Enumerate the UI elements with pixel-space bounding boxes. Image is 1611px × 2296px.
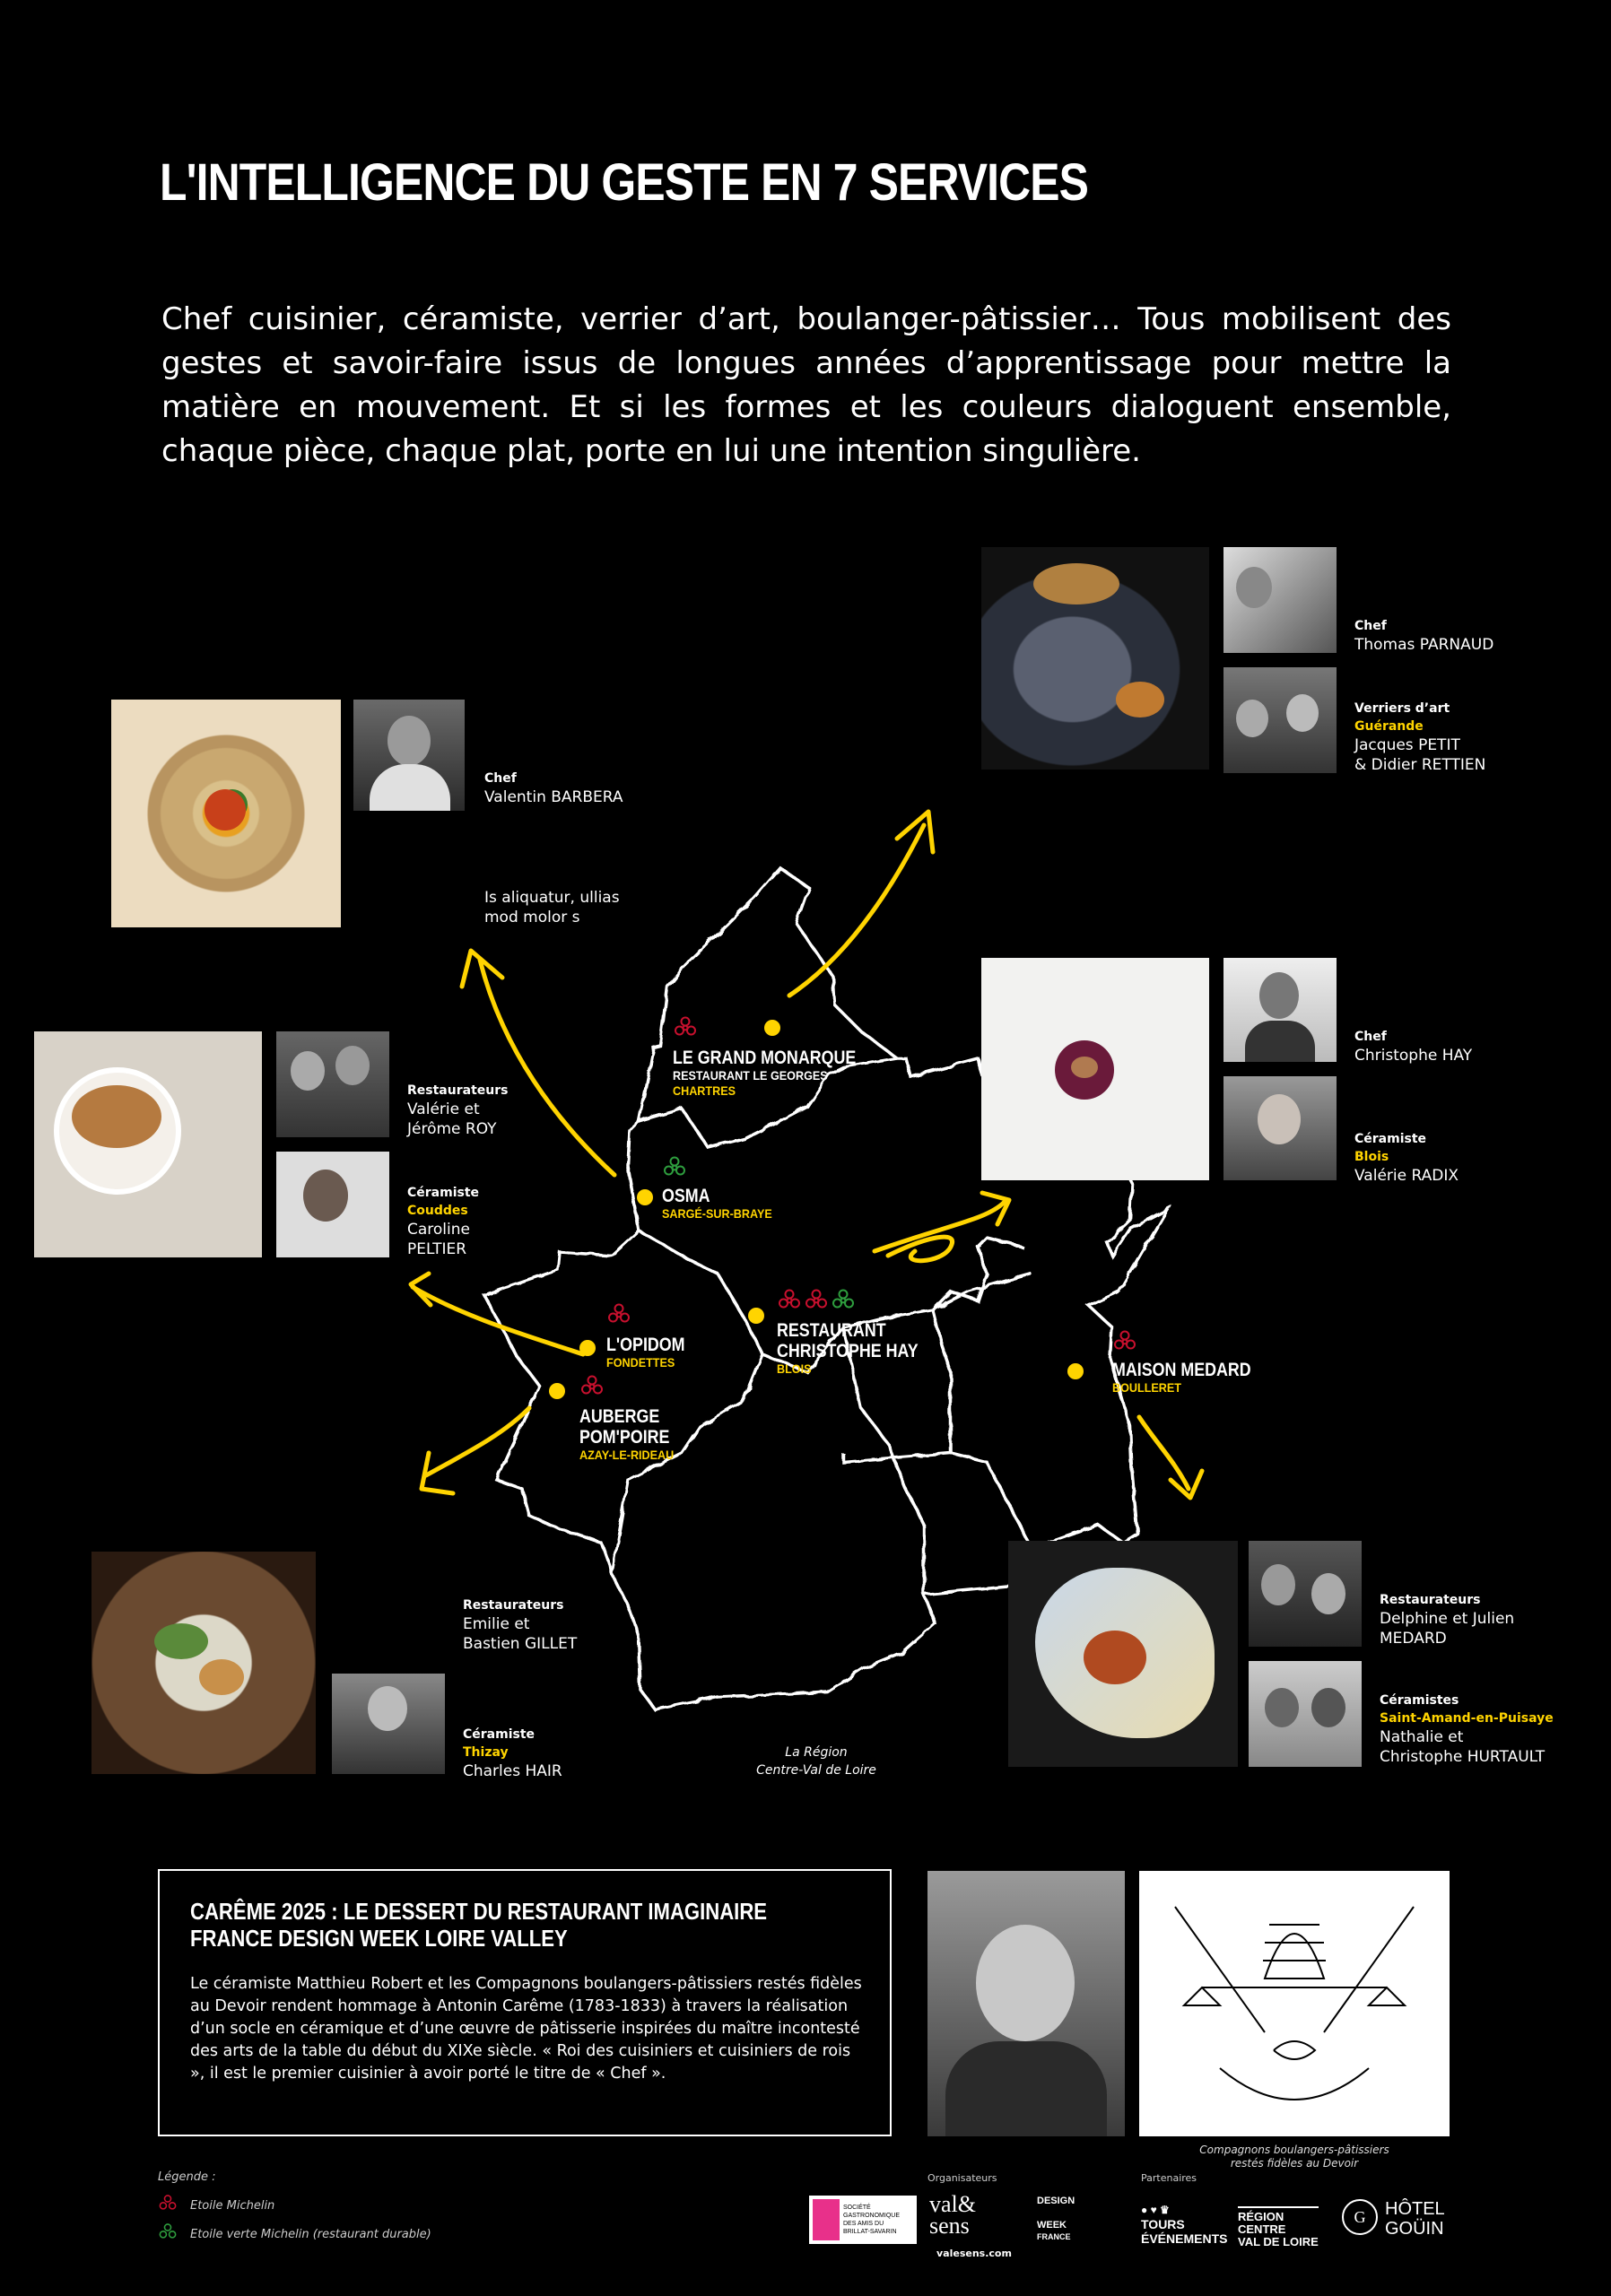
location-osma: OSMA SARGÉ-SUR-BRAYE bbox=[662, 1186, 772, 1221]
portrait-medard bbox=[1249, 1541, 1362, 1647]
logo-region-centre: RÉGION CENTRE VAL DE LOIRE bbox=[1238, 2206, 1319, 2248]
logo-france-design-week: DESIGN WEEK FRANCE bbox=[1037, 2196, 1075, 2241]
caption-verriers: Verriers d’art Guérande Jacques PETIT & Didier RETTIEN bbox=[1354, 701, 1486, 774]
michelin-star-icon bbox=[158, 2194, 178, 2213]
portrait-verriers bbox=[1223, 667, 1337, 773]
location-maison-medard: MAISON MEDARD BOULLERET bbox=[1112, 1360, 1251, 1395]
careme-info-box bbox=[158, 1869, 892, 2136]
location-pompoire: AUBERGE POM'POIRE AZAY-LE-RIDEAU bbox=[579, 1406, 675, 1462]
portrait-roy bbox=[276, 1031, 389, 1137]
caption-peltier: Céramiste Couddes Caroline PELTIER bbox=[407, 1186, 480, 1258]
location-dot bbox=[579, 1340, 596, 1356]
logo-tours-evenements: ● ♥ ♛ TOURS ÉVÉNEMENTS bbox=[1141, 2204, 1228, 2246]
dish-photo-gillet bbox=[91, 1552, 316, 1774]
box-text: Le céramiste Matthieu Robert et les Compagnons boulangers-pâtissiers restés fidèles au Devoir rendent hommage à Antonin Carême (1783-1833) à travers la réalisation d’un socle en céramique et d’une œuvre de pâtisserie inspirées du maître incontesté des arts de la table du début du XIXe siècle. « Roi des cuisiniers et cuisiniers de rois », il est le premier cuisinier à avoir porté le titre de « Chef ». bbox=[190, 1975, 862, 2083]
caption-medard: Restaurateurs Delphine et Julien MEDARD bbox=[1380, 1593, 1515, 1648]
green-michelin-star-icon bbox=[662, 1155, 687, 1180]
legend-title: Légende : bbox=[158, 2170, 216, 2184]
caption-parnaud: Chef Thomas PARNAUD bbox=[1354, 619, 1494, 654]
caption-barbera: Chef Valentin BARBERA bbox=[484, 771, 623, 806]
caption-hay: Chef Christophe HAY bbox=[1354, 1030, 1473, 1065]
location-grand-monarque: LE GRAND MONARQUE RESTAURANT LE GEORGES CHARTRES bbox=[673, 1048, 857, 1098]
compagnons-emblem bbox=[1139, 1871, 1450, 2136]
dish-photo-hay bbox=[981, 958, 1209, 1180]
logo-societe-gastronomique: SOCIÉTÉ GASTRONOMIQUE DES AMIS DU BRILLAT-SAVARIN bbox=[809, 2196, 917, 2244]
caption-hurtault: Céramistes Saint-Amand-en-Puisaye Nathalie et Christophe HURTAULT bbox=[1380, 1693, 1554, 1766]
portrait-peltier bbox=[276, 1152, 389, 1257]
dish-photo-roy bbox=[34, 1031, 262, 1257]
portrait-radix bbox=[1223, 1076, 1337, 1180]
caption-gillet: Restaurateurs Emilie et Bastien GILLET bbox=[463, 1598, 578, 1653]
page-title: L'INTELLIGENCE DU GESTE EN 7 SERVICES bbox=[160, 153, 1089, 212]
michelin-star-icon bbox=[1112, 1329, 1137, 1354]
box-heading: CARÊME 2025 : LE DESSERT DU RESTAURANT IMAGINAIRE FRANCE DESIGN WEEK LOIRE VALLEY bbox=[190, 1898, 768, 1952]
location-dot bbox=[764, 1020, 780, 1036]
partenaires-label: Partenaires bbox=[1141, 2172, 1197, 2184]
dish-photo-medard bbox=[1008, 1541, 1238, 1767]
location-dot bbox=[1067, 1363, 1084, 1379]
portrait-parnaud bbox=[1223, 547, 1337, 653]
website: valesens.com bbox=[936, 2248, 1012, 2259]
portrait-hay bbox=[1223, 958, 1337, 1062]
portrait-hurtault bbox=[1249, 1661, 1362, 1767]
organisateurs-label: Organisateurs bbox=[927, 2172, 997, 2184]
location-dot bbox=[549, 1383, 565, 1399]
michelin-star-icon bbox=[673, 1015, 698, 1040]
portrait-barbera bbox=[353, 700, 465, 811]
intro-paragraph: Chef cuisinier, céramiste, verrier d’art, boulanger-pâtissier… Tous mobilisent des gestes et savoir-faire issus de longues années d’apprentissage pour mettre la matière en mouvement. Et si les formes et les couleurs dialoguent ensemble, chaque pièce, chaque plat, porte en lui une intention singulière. bbox=[161, 301, 1451, 469]
michelin-star-icon bbox=[579, 1374, 605, 1399]
tours-icons: ● ♥ ♛ bbox=[1141, 2204, 1170, 2216]
caption-placeholder: Is aliquatur, ullias mod molor s bbox=[484, 889, 620, 926]
legend-red: Etoile Michelin bbox=[190, 2199, 275, 2213]
dish-photo-parnaud bbox=[981, 547, 1209, 770]
caption-roy: Restaurateurs Valérie et Jérôme ROY bbox=[407, 1083, 509, 1138]
location-christophe-hay: RESTAURANT CHRISTOPHE HAY BLOIS bbox=[777, 1320, 919, 1376]
green-michelin-star-icon bbox=[158, 2222, 178, 2242]
logo-val-et-sens: val& sens bbox=[929, 2191, 976, 2239]
dish-photo-barbera bbox=[111, 700, 341, 927]
caption-hair: Céramiste Thizay Charles HAIR bbox=[463, 1727, 562, 1780]
location-dot bbox=[637, 1189, 653, 1205]
hotel-gouin-icon: G bbox=[1342, 2199, 1378, 2235]
emblem-caption: Compagnons boulangers-pâtissiers restés fidèles au Devoir bbox=[1199, 2144, 1389, 2170]
location-dot bbox=[748, 1308, 764, 1324]
logo-hotel-gouin: HÔTEL GOÜIN bbox=[1385, 2199, 1445, 2239]
caption-radix: Céramiste Blois Valérie RADIX bbox=[1354, 1132, 1459, 1185]
emblem-icon bbox=[1139, 1871, 1450, 2136]
legend-green: Etoile verte Michelin (restaurant durable) bbox=[190, 2228, 431, 2241]
portrait-matthieu-robert bbox=[927, 1871, 1125, 2136]
michelin-star-icon bbox=[606, 1302, 631, 1327]
region-label: La Région Centre-Val de Loire bbox=[756, 1745, 876, 1778]
michelin-star-icon bbox=[777, 1288, 802, 1313]
michelin-star-icon bbox=[804, 1288, 829, 1313]
location-opidom: L'OPIDOM FONDETTES bbox=[606, 1335, 685, 1370]
green-michelin-star-icon bbox=[831, 1288, 856, 1313]
portrait-hair bbox=[332, 1674, 445, 1774]
